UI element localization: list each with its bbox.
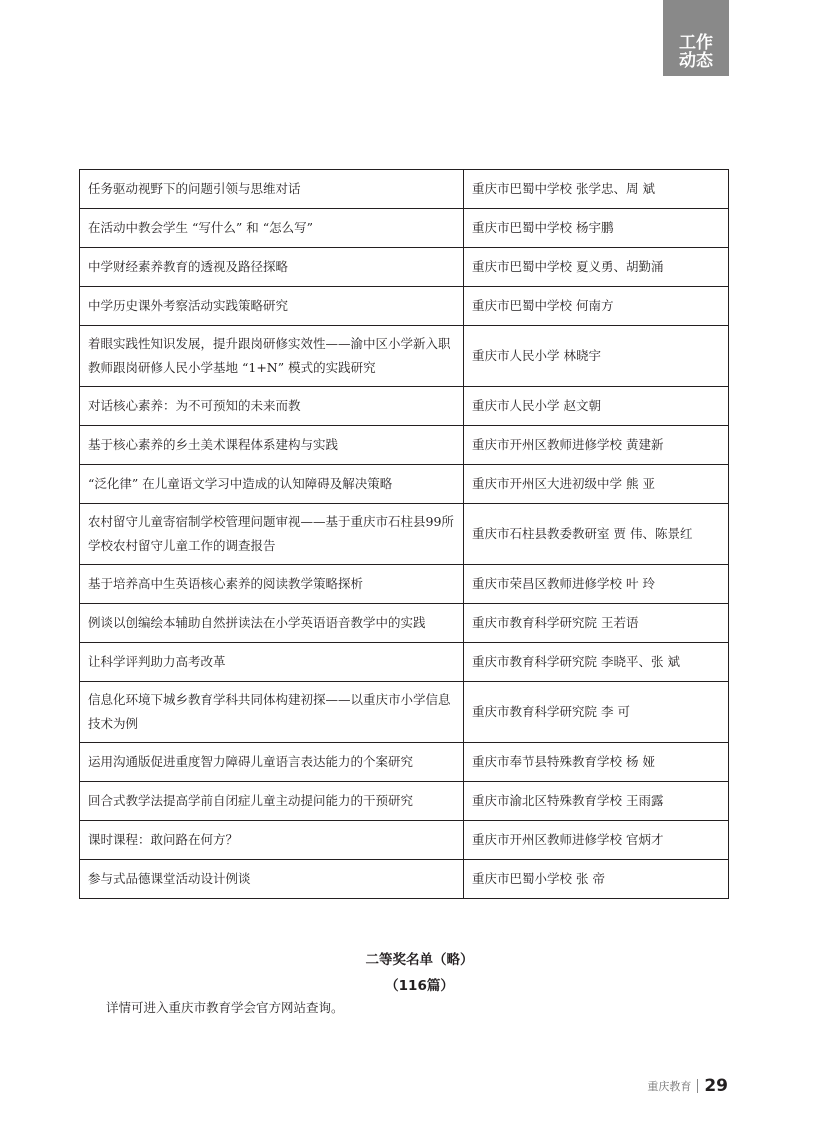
paper-title-cell: 回合式教学法提高学前自闭症儿童主动提问能力的干预研究: [80, 782, 464, 821]
section-tab-line1: 工作: [679, 33, 713, 53]
author-cell: 重庆市人民小学 林晓宇: [464, 326, 729, 387]
publication-name: 重庆教育: [647, 1080, 692, 1093]
paper-title-cell: “泛化律” 在儿童语文学习中造成的认知障碍及解决策略: [80, 465, 464, 504]
table-row: [80, 504, 729, 565]
paper-title-cell: 对话核心素养：为不可预知的未来而教: [80, 387, 464, 426]
paper-title-cell: 运用沟通版促进重度智力障碍儿童语言表达能力的个案研究: [80, 743, 464, 782]
table-row: [80, 248, 729, 287]
second-prize-heading: 二等奖名单（略）: [365, 952, 474, 968]
section-tab: [663, 0, 729, 76]
paper-title-cell: 中学历史课外考察活动实践策略研究: [80, 287, 464, 326]
page-number: 29: [704, 1076, 728, 1096]
author-cell: 重庆市开州区教师进修学校 黄建新: [464, 426, 729, 465]
table-row: [80, 170, 729, 209]
paper-title-cell: 中学财经素养教育的透视及路径探略: [80, 248, 464, 287]
table-row: [80, 565, 729, 604]
paper-title-cell: 信息化环境下城乡教育学科共同体构建初探——以重庆市小学信息技术为例: [80, 682, 464, 743]
author-cell: 重庆市巴蜀小学校 张 帝: [464, 860, 729, 899]
paper-title-cell: 基于核心素养的乡土美术课程体系建构与实践: [80, 426, 464, 465]
author-cell: 重庆市教育科学研究院 王若语: [464, 604, 729, 643]
paper-title-cell: 在活动中教会学生 “写什么” 和 “怎么写”: [80, 209, 464, 248]
table-row: [80, 387, 729, 426]
table-row: [80, 465, 729, 504]
paper-title-cell: 着眼实践性知识发展，提升跟岗研修实效性——渝中区小学新入职教师跟岗研修人民小学基地 “1+N” 模式的实践研究: [80, 326, 464, 387]
paper-title-cell: 任务驱动视野下的问题引领与思维对话: [80, 170, 464, 209]
table-row: [80, 287, 729, 326]
table-row: [80, 643, 729, 682]
table-row: [80, 743, 729, 782]
author-cell: 重庆市教育科学研究院 李 可: [464, 682, 729, 743]
paper-title-cell: 参与式品德课堂活动设计例谈: [80, 860, 464, 899]
author-cell: 重庆市开州区大进初级中学 熊 亚: [464, 465, 729, 504]
author-cell: 重庆市渝北区特殊教育学校 王雨露: [464, 782, 729, 821]
author-cell: 重庆市教育科学研究院 李晓平、张 斌: [464, 643, 729, 682]
paper-title-cell: 农村留守儿童寄宿制学校管理问题审视——基于重庆市石柱县99所学校农村留守儿童工作的调查报告: [80, 504, 464, 565]
author-cell: 重庆市开州区教师进修学校 官炳才: [464, 821, 729, 860]
paper-title-cell: 例谈以创编绘本辅助自然拼读法在小学英语语音教学中的实践: [80, 604, 464, 643]
paper-title-cell: 基于培养高中生英语核心素养的阅读教学策略探析: [80, 565, 464, 604]
table-row: [80, 682, 729, 743]
award-table: [79, 169, 729, 899]
table-row: [80, 209, 729, 248]
author-cell: 重庆市巴蜀中学校 张学忠、周 斌: [464, 170, 729, 209]
table-row: [80, 782, 729, 821]
table-row: [80, 604, 729, 643]
author-cell: 重庆市荣昌区教师进修学校 叶 玲: [464, 565, 729, 604]
author-cell: 重庆市巴蜀中学校 杨宇鹏: [464, 209, 729, 248]
second-prize-note: 详情可进入重庆市教育学会官方网站查询。: [106, 1000, 344, 1015]
author-cell: 重庆市人民小学 赵文朝: [464, 387, 729, 426]
author-cell: 重庆市巴蜀中学校 夏义勇、胡勤涌: [464, 248, 729, 287]
second-prize-count: （116篇）: [385, 978, 454, 994]
section-tab-line2: 动态: [679, 51, 713, 71]
author-cell: 重庆市奉节县特殊教育学校 杨 娅: [464, 743, 729, 782]
paper-title-cell: 让科学评判助力高考改革: [80, 643, 464, 682]
footer-divider: [697, 1079, 698, 1093]
paper-title-cell: 课时课程：敢问路在何方？: [80, 821, 464, 860]
author-cell: 重庆市巴蜀中学校 何南方: [464, 287, 729, 326]
author-cell: 重庆市石柱县教委教研室 贾 伟、陈景红: [464, 504, 729, 565]
table-row: [80, 821, 729, 860]
page-footer: [647, 1076, 728, 1096]
table-row: [80, 426, 729, 465]
award-table-body: [80, 170, 729, 899]
table-row: [80, 326, 729, 387]
table-row: [80, 860, 729, 899]
